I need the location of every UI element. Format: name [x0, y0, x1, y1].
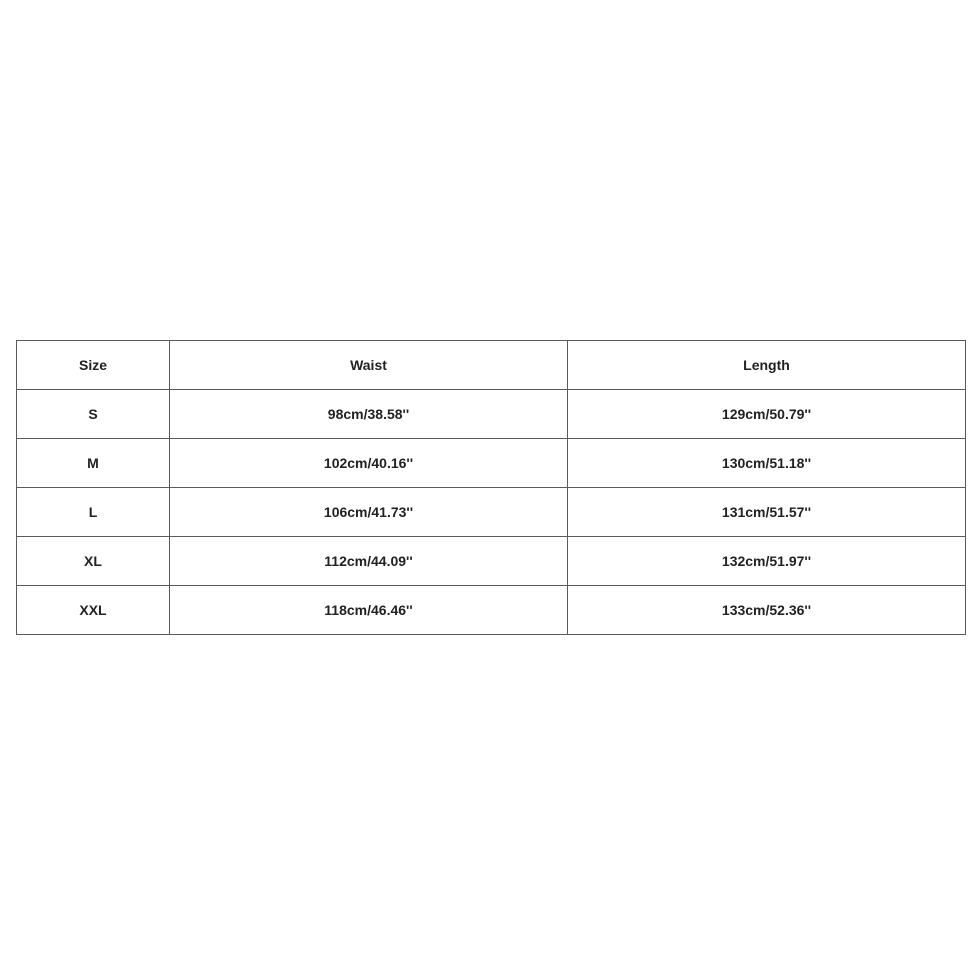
- size-chart-table: [16, 340, 966, 635]
- waist-cell: 98cm/38.58'': [170, 390, 568, 439]
- table-row: [17, 537, 966, 586]
- length-cell: 130cm/51.18'': [568, 439, 966, 488]
- table-row: [17, 390, 966, 439]
- header-length: Length: [568, 341, 966, 390]
- size-cell: XXL: [17, 586, 170, 635]
- table-row: [17, 439, 966, 488]
- size-cell: M: [17, 439, 170, 488]
- size-cell: L: [17, 488, 170, 537]
- waist-cell: 112cm/44.09'': [170, 537, 568, 586]
- length-cell: 131cm/51.57'': [568, 488, 966, 537]
- length-cell: 132cm/51.97'': [568, 537, 966, 586]
- size-cell: S: [17, 390, 170, 439]
- table-row: [17, 488, 966, 537]
- length-cell: 133cm/52.36'': [568, 586, 966, 635]
- header-size: Size: [17, 341, 170, 390]
- header-waist: Waist: [170, 341, 568, 390]
- size-cell: XL: [17, 537, 170, 586]
- waist-cell: 102cm/40.16'': [170, 439, 568, 488]
- table-row: [17, 586, 966, 635]
- table-header-row: [17, 341, 966, 390]
- length-cell: 129cm/50.79'': [568, 390, 966, 439]
- waist-cell: 118cm/46.46'': [170, 586, 568, 635]
- waist-cell: 106cm/41.73'': [170, 488, 568, 537]
